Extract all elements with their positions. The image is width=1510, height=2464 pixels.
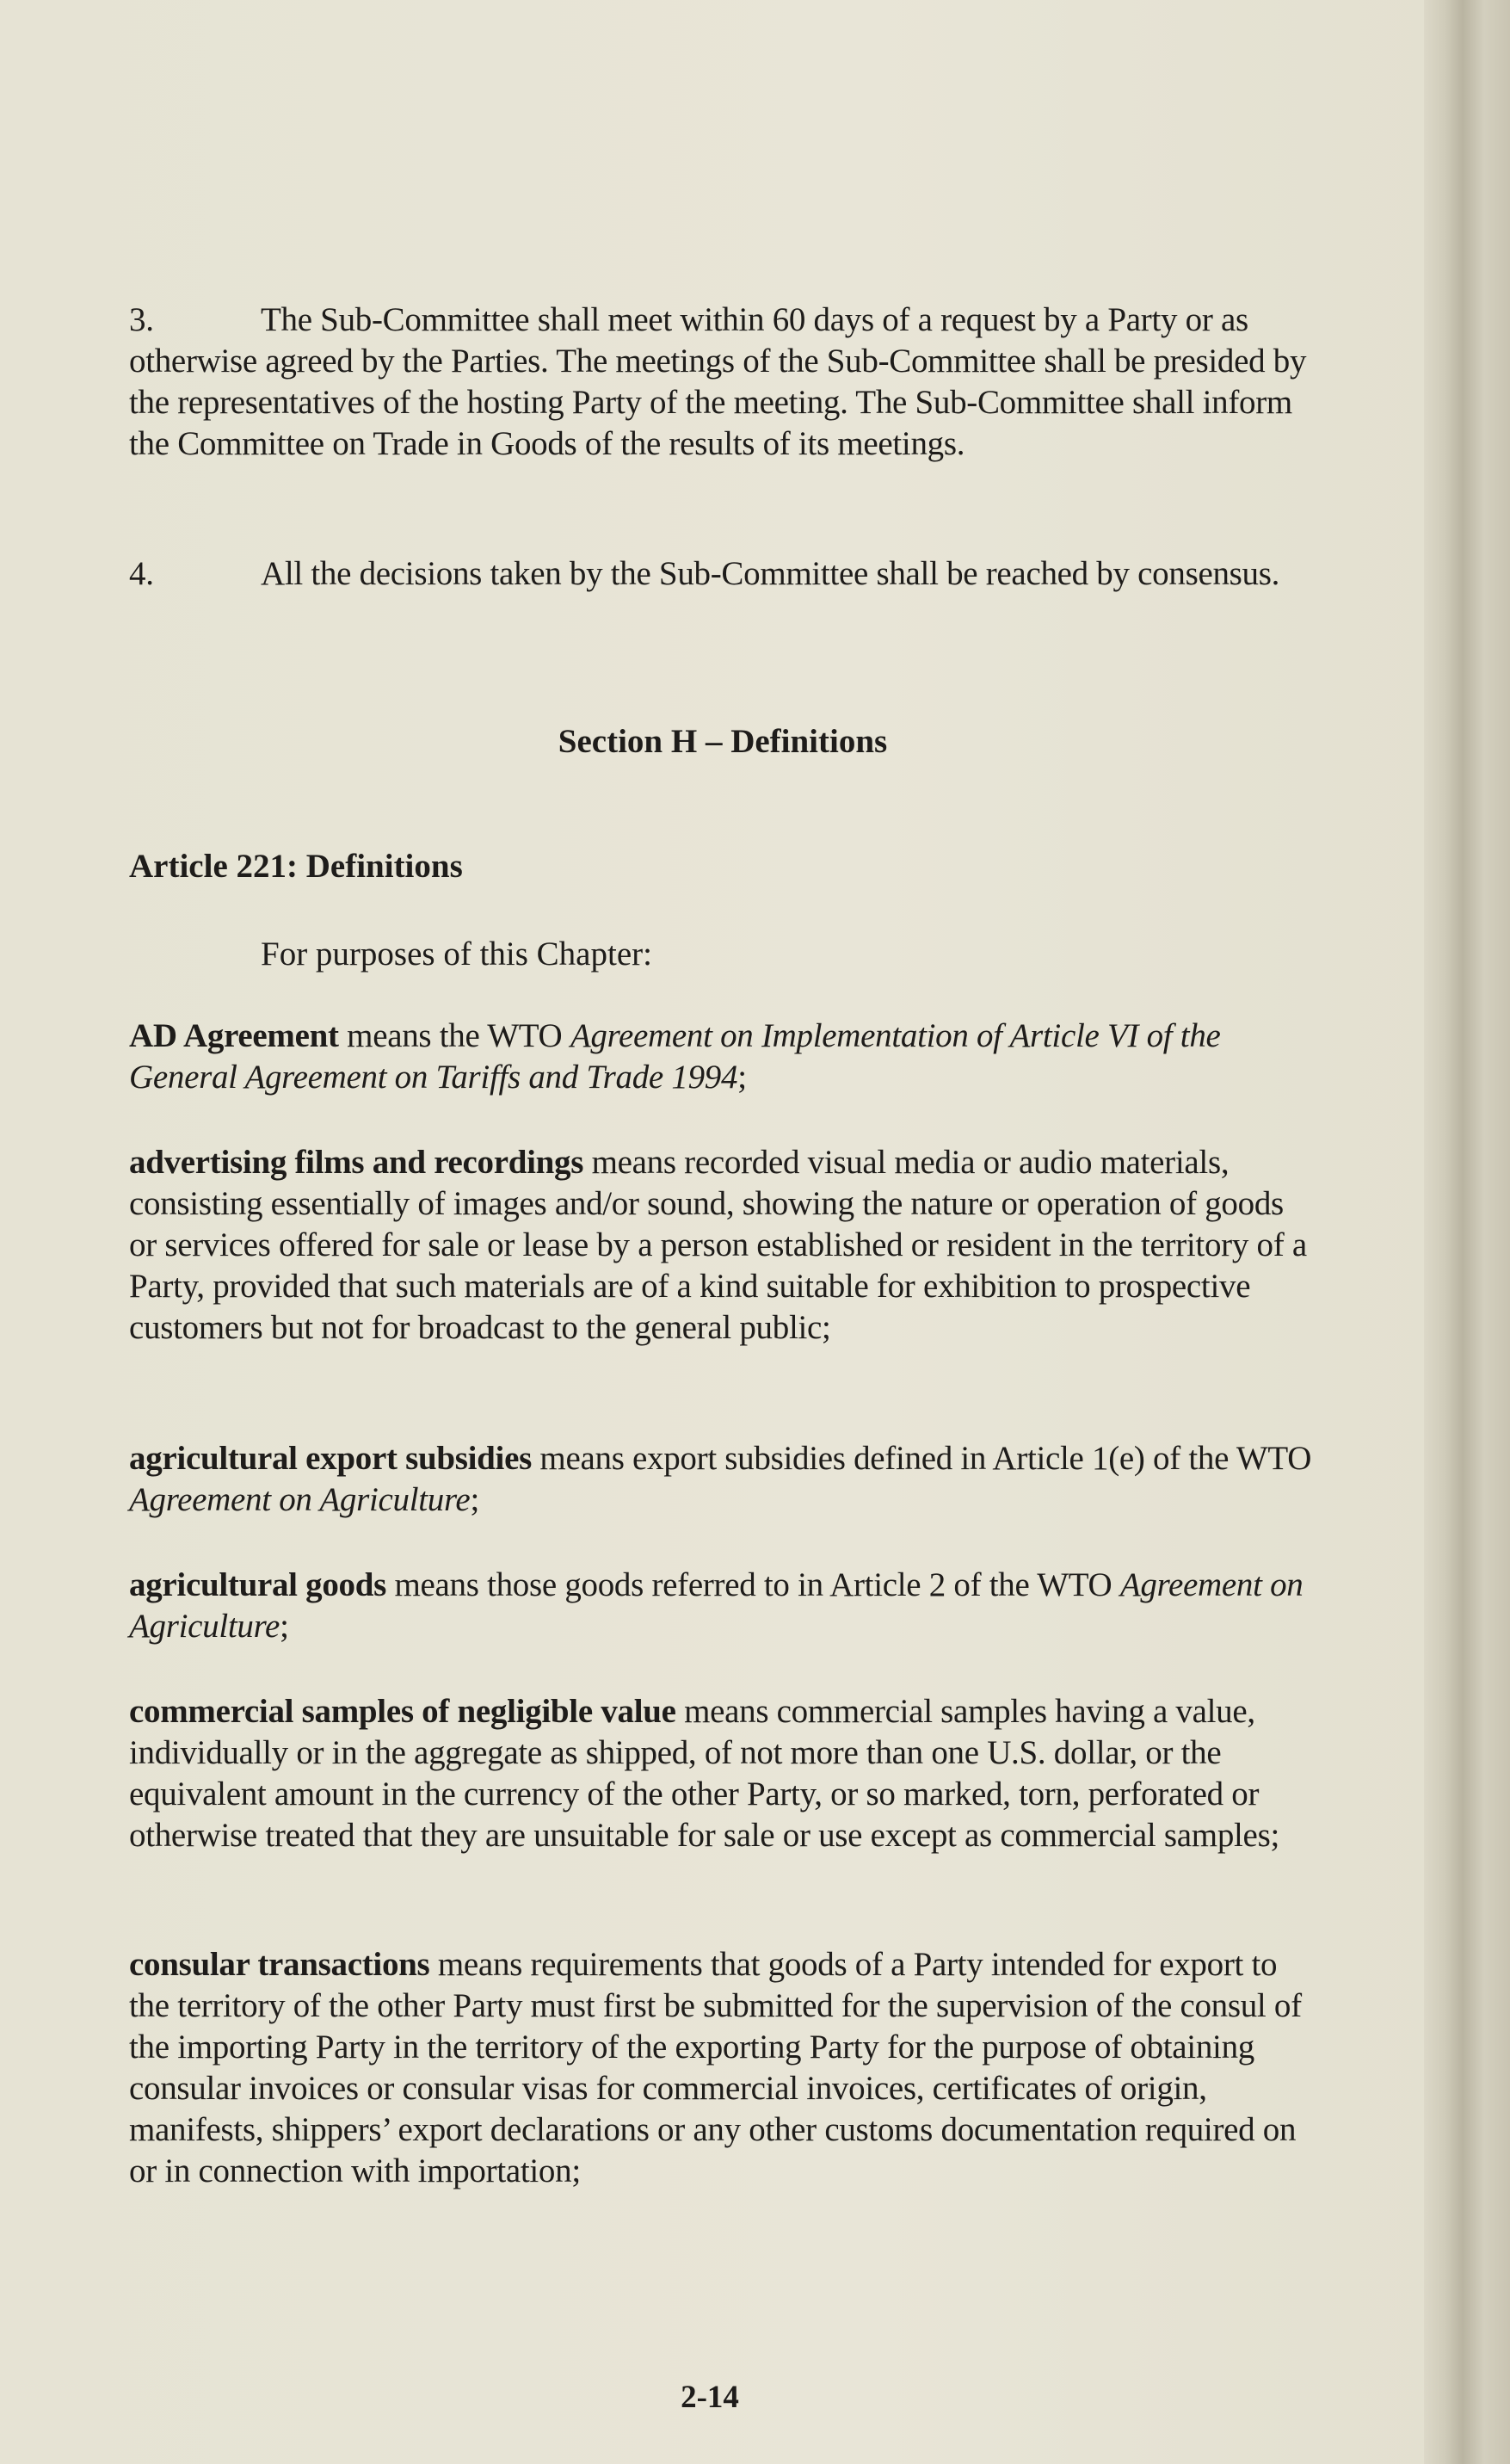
definition-end: ; [470, 1481, 479, 1518]
paragraph-number: 4. [129, 555, 154, 592]
definition-text: means those goods referred to in Article 2 of the WTO [386, 1566, 1120, 1603]
definition-advertising-films [129, 1142, 1316, 1349]
paragraph-text: The Sub-Committee shall meet within 60 days of a request by a Party or as otherwise agreed by the Parties. The meetings of the Sub-Committee shall be presided by the representatives of the hosting Party of the meeting. The Sub-Committee shall inform the Committee on Trade in Goods of the results of its meetings. [129, 301, 1307, 462]
definition-text: means requirements that goods of a Party intended for export to the territory of the other Party must first be submitted for the supervision of the consul of the importing Party in the territory of the exporting Party for the purpose of obtaining consular invoices or consular visas for commercial invoices, certificates of origin, manifests, shippers’ export declarations or any other customs documentation required on or in connection with importation; [129, 1946, 1302, 2189]
definition-term: advertising films and recordings [129, 1144, 584, 1181]
definition-title-italic: Agreement on Implementation of Article VI of the General Agreement on Tariffs and Trade 1994 [129, 1017, 1221, 1096]
definition-term: consular transactions [129, 1946, 430, 1983]
definition-term: commercial samples of negligible value [129, 1693, 676, 1730]
article-title: Article 221: Definitions [129, 848, 463, 885]
paragraph-3 [129, 300, 1316, 465]
definition-end: ; [737, 1059, 747, 1096]
definition-text: means the WTO [338, 1017, 570, 1054]
paragraph-4 [129, 553, 1316, 595]
definition-title-italic: Agreement on Agriculture [129, 1481, 471, 1518]
definition-commercial-samples [129, 1691, 1316, 1856]
definition-term: AD Agreement [129, 1017, 339, 1054]
definition-end: ; [280, 1608, 289, 1645]
section-title: Section H – Definitions [558, 723, 888, 760]
paragraph-number: 3. [129, 301, 154, 338]
page-number: 2-14 [681, 2380, 739, 2415]
paragraph-text: All the decisions taken by the Sub-Committee shall be reached by consensus. [261, 555, 1280, 592]
definition-text: means export subsidies defined in Article 1(e) of the WTO [531, 1440, 1312, 1477]
definition-term: agricultural goods [129, 1566, 387, 1603]
page-edge-shadow [1424, 0, 1510, 2464]
intro-text: For purposes of this Chapter: [261, 936, 652, 973]
definition-agricultural-export-subsidies [129, 1438, 1316, 1521]
definition-text: means recorded visual media or audio materials, consisting essentially of images and/or sound, showing the nature or operation of goods or services offered for sale or lease by a person established or resident in the territory of a Party, provided that such materials are of a kind suitable for exhibition to prospective customers but not for broadcast to the general public; [129, 1144, 1307, 1346]
definition-agricultural-goods [129, 1565, 1316, 1647]
definition-ad-agreement [129, 1016, 1316, 1098]
definition-term: agricultural export subsidies [129, 1440, 532, 1477]
definition-title-italic: Agreement on Agriculture [129, 1566, 1304, 1645]
definition-consular-transactions [129, 1944, 1316, 2192]
definition-text: means commercial samples having a value, individually or in the aggregate as shipped, of not more than one U.S. dollar, or the equivalent amount in the currency of the other Party, or so marked, torn, perforated or otherwise treated that they are unsuitable for sale or use except as commercial samples; [129, 1693, 1279, 1854]
